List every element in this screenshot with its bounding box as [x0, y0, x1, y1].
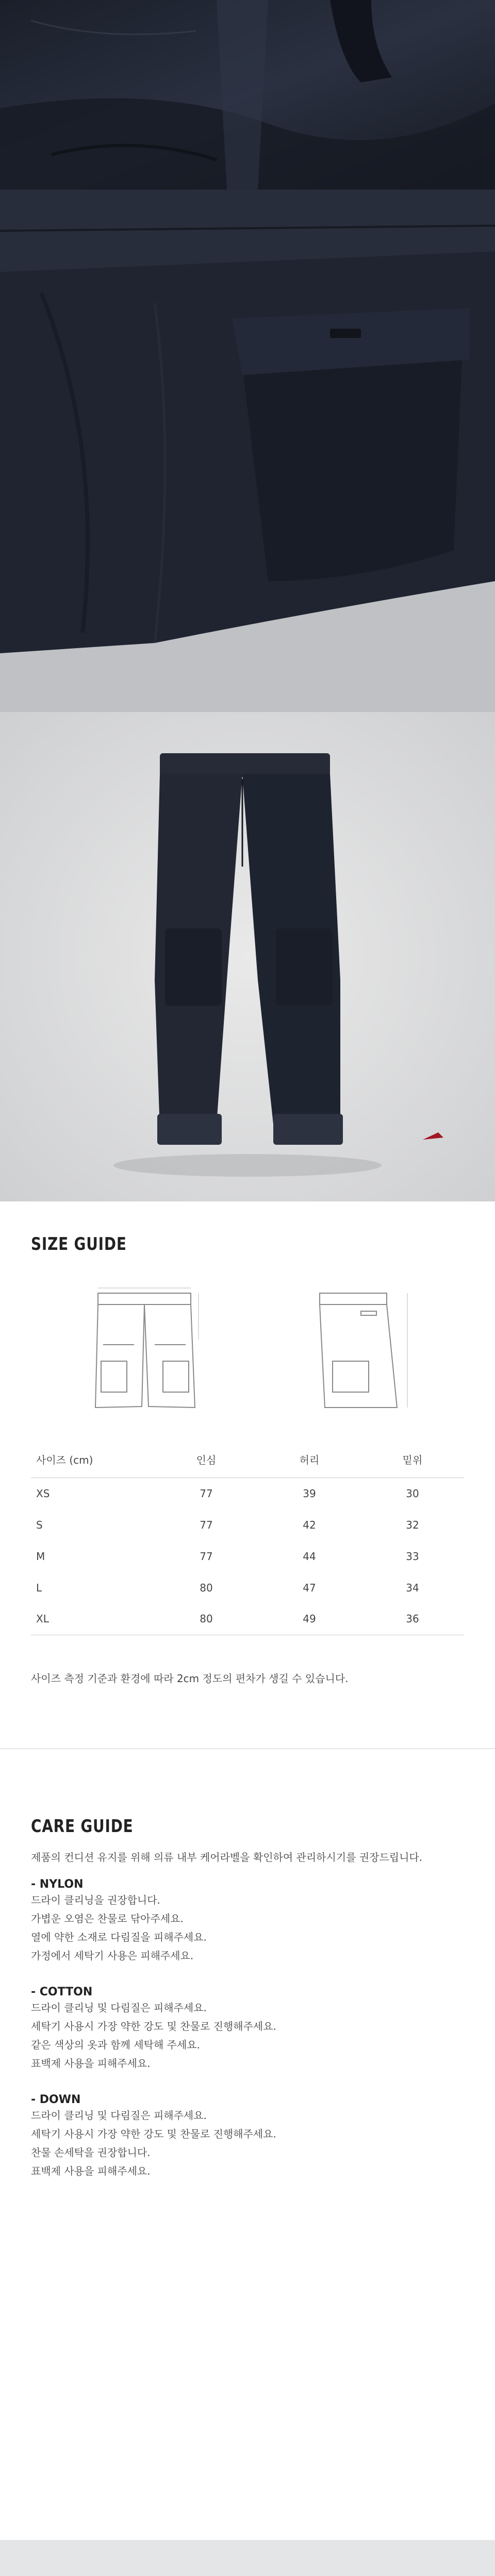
- care-heading-down: - DOWN: [31, 2093, 81, 2106]
- care-line: 드라이 클리닝을 권장합니다.: [31, 1894, 160, 1906]
- header-inseam: 인심: [155, 1442, 258, 1478]
- table-cell: 36: [361, 1603, 464, 1635]
- table-cell: 42: [303, 1518, 316, 1531]
- care-heading-cotton: - COTTON: [31, 1986, 93, 1998]
- header-waist: 허리: [258, 1442, 361, 1478]
- pocket-detail-photo: [0, 190, 495, 712]
- table-cell: 77: [200, 1518, 213, 1531]
- pants-product-photo: [0, 712, 495, 1201]
- table-cell: S: [36, 1518, 43, 1531]
- table-cell: 32: [406, 1518, 419, 1531]
- care-guide-section: [31, 1816, 464, 2180]
- table-cell: 77: [200, 1487, 213, 1500]
- table-cell: 30: [406, 1487, 419, 1500]
- care-line: 열에 약한 소재로 다림질을 피해주세요.: [31, 1931, 207, 1943]
- fabric-closeup-photo: [0, 0, 495, 190]
- care-intro: 제품의 컨디션 유지를 위해 의류 내부 케어라벨을 확인하여 관리하시기를 권장드립니다.: [31, 1851, 423, 1863]
- table-cell: 49: [258, 1603, 361, 1635]
- table-cell: 33: [406, 1550, 419, 1563]
- care-line: 가볍운 오염은 찬물로 닦아주세요.: [31, 1912, 184, 1925]
- table-cell: L: [36, 1581, 42, 1594]
- table-cell: 77: [200, 1550, 213, 1563]
- table-row: [31, 1603, 464, 1635]
- care-line: 가정에서 세탁기 사용은 피해주세요.: [31, 1950, 194, 1962]
- care-line: 표백제 사용을 피해주세요.: [31, 2165, 151, 2177]
- size-guide-section: [31, 1234, 464, 1255]
- table-cell: 44: [303, 1550, 316, 1563]
- header-rise: 밑위: [361, 1442, 464, 1478]
- table-cell: XS: [36, 1487, 50, 1500]
- table-cell: XL: [31, 1603, 155, 1635]
- section-divider: [0, 1748, 495, 1749]
- table-cell: 34: [406, 1581, 419, 1594]
- size-table: [31, 1442, 464, 1635]
- size-table-header: [31, 1442, 464, 1478]
- care-line: 세탁기 사용시 가장 약한 강도 및 찬물로 진행해주세요.: [31, 2128, 276, 2140]
- front-view-diagram: [95, 1293, 195, 1408]
- care-line: 표백제 사용을 피해주세요.: [31, 2057, 151, 2070]
- table-row: [31, 1478, 464, 1509]
- care-line: 세탁기 사용시 가장 약한 강도 및 찬물로 진행해주세요.: [31, 2020, 276, 2032]
- care-line: 드라이 클리닝 및 다림질은 피해주세요.: [31, 2109, 207, 2122]
- side-view-diagram: [320, 1293, 397, 1408]
- ribbon-tags-image: [0, 2540, 495, 2576]
- table-row: [31, 1509, 464, 1540]
- table-cell: 47: [303, 1581, 316, 1594]
- size-note: 사이즈 측정 기준과 환경에 따라 2cm 정도의 편차가 생길 수 있습니다.: [31, 1672, 349, 1685]
- care-heading-nylon: - NYLON: [31, 1878, 84, 1891]
- table-cell: 80: [155, 1603, 258, 1635]
- table-cell: M: [36, 1550, 45, 1563]
- table-cell: 39: [303, 1487, 316, 1500]
- table-cell: 80: [200, 1581, 213, 1594]
- table-row: [31, 1572, 464, 1603]
- care-line: 같은 색상의 옷과 함께 세탁해 주세요.: [31, 2039, 200, 2051]
- header-size: 사이즈 (cm): [31, 1442, 155, 1478]
- care-line: 드라이 클리닝 및 다림질은 피해주세요.: [31, 2002, 207, 2014]
- care-line: 찬물 손세탁을 권장합니다.: [31, 2146, 151, 2159]
- size-diagram: [0, 1273, 495, 1427]
- size-guide-title: SIZE GUIDE: [31, 1234, 127, 1255]
- care-guide-title: CARE GUIDE: [31, 1816, 134, 1837]
- table-row: [31, 1540, 464, 1572]
